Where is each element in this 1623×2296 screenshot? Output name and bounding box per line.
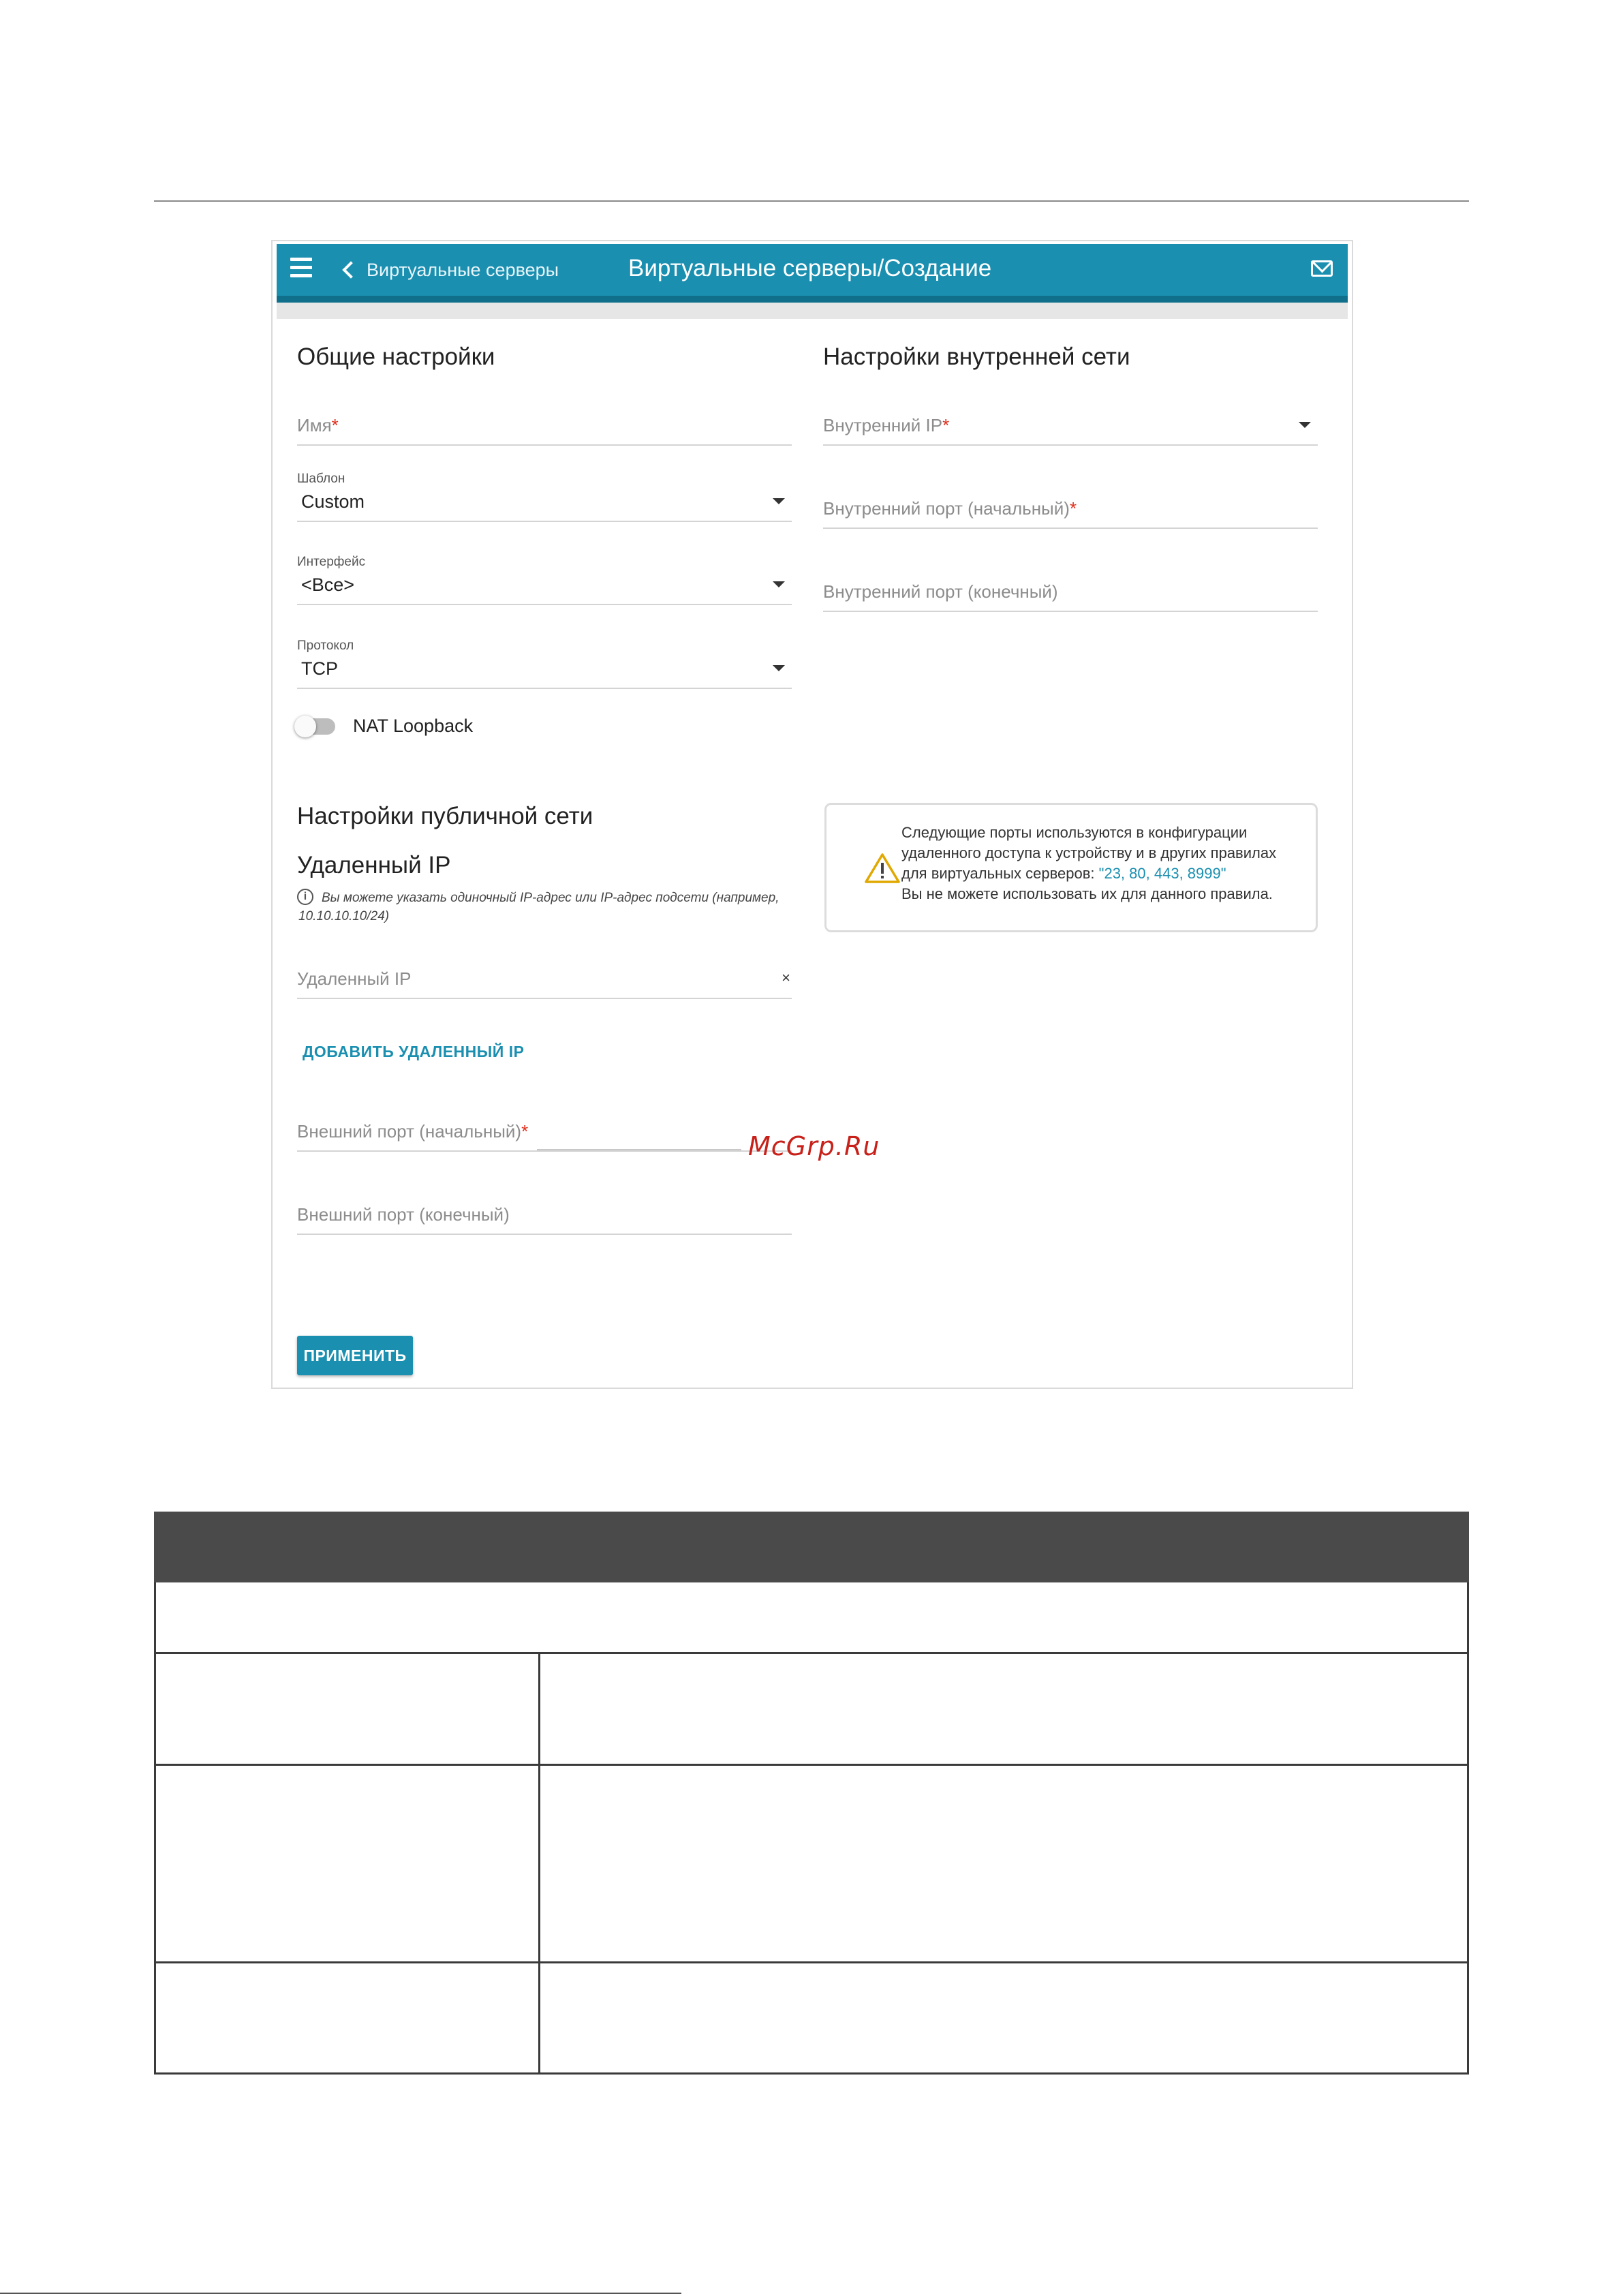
internal-port-start-placeholder: Внутренний порт (начальный) bbox=[823, 498, 1070, 519]
warning-icon bbox=[865, 853, 900, 884]
nat-loopback-label: NAT Loopback bbox=[353, 716, 474, 736]
internal-ip-placeholder: Внутренний IP bbox=[823, 415, 943, 435]
nat-loopback-toggle[interactable] bbox=[297, 718, 335, 735]
warning-line4: Вы не можете использовать их для данного правила. bbox=[901, 885, 1273, 902]
mail-icon[interactable] bbox=[1311, 260, 1333, 277]
internal-port-start-field[interactable] bbox=[823, 484, 1318, 529]
caret-down-icon bbox=[773, 665, 785, 671]
external-port-end-placeholder: Внешний порт (конечный) bbox=[297, 1204, 510, 1225]
page-title: Виртуальные серверы/Создание bbox=[628, 255, 992, 281]
back-link-label: Виртуальные серверы bbox=[367, 259, 559, 280]
interface-value: <Все> bbox=[301, 575, 355, 595]
add-remote-ip-button[interactable]: ДОБАВИТЬ УДАЛЕННЫЙ IP bbox=[303, 1043, 525, 1060]
interface-select[interactable] bbox=[297, 570, 792, 605]
table-column-divider bbox=[538, 1652, 540, 2075]
internal-settings-title: Настройки внутренней сети bbox=[823, 343, 1130, 370]
parameters-table bbox=[154, 1512, 1469, 2075]
virtual-server-create-screenshot bbox=[271, 240, 1353, 1389]
protocol-select[interactable] bbox=[297, 654, 792, 689]
toggle-knob bbox=[294, 716, 316, 737]
chevron-left-icon bbox=[342, 261, 359, 278]
hamburger-menu-icon[interactable] bbox=[290, 258, 312, 281]
page-top-rule bbox=[154, 200, 1469, 202]
protocol-value: TCP bbox=[301, 658, 338, 679]
public-settings-title: Настройки публичной сети bbox=[297, 803, 593, 829]
internal-port-end-placeholder: Внутренний порт (конечный) bbox=[823, 581, 1058, 602]
clear-icon[interactable]: × bbox=[782, 969, 790, 986]
app-header bbox=[277, 244, 1348, 296]
table-body bbox=[154, 1582, 1469, 2075]
external-port-start-field[interactable] bbox=[297, 1107, 792, 1152]
watermark: McGrp.Ru bbox=[748, 1131, 880, 1161]
reserved-ports-list: "23, 80, 443, 8999" bbox=[1098, 865, 1226, 882]
table-header bbox=[154, 1512, 1469, 1582]
required-mark: * bbox=[1069, 498, 1077, 519]
caret-down-icon bbox=[773, 581, 785, 587]
watermark-line bbox=[537, 1149, 741, 1150]
interface-label: Интерфейс bbox=[297, 555, 366, 569]
template-value: Custom bbox=[301, 491, 365, 512]
header-shadow bbox=[277, 296, 1348, 303]
caret-down-icon bbox=[773, 498, 785, 504]
page-bottom-rule bbox=[0, 2293, 681, 2294]
back-link-virtual-servers[interactable] bbox=[341, 256, 559, 284]
internal-ip-select[interactable] bbox=[823, 401, 1318, 446]
external-port-start-placeholder: Внешний порт (начальный) bbox=[297, 1121, 522, 1142]
remote-ip-hint-line1: Вы можете указать одиночный IP-адрес или IP-адрес подсети (например, bbox=[322, 891, 779, 905]
remote-ip-placeholder: Удаленный IP bbox=[297, 968, 412, 989]
table-row-divider bbox=[154, 1764, 1469, 1766]
warning-text bbox=[901, 823, 1303, 904]
reserved-ports-warning bbox=[824, 803, 1318, 932]
table-row-divider bbox=[154, 1961, 1469, 1963]
protocol-label: Протокол bbox=[297, 639, 354, 653]
template-label: Шаблон bbox=[297, 472, 345, 486]
warning-line1: Следующие порты используются в конфигурации bbox=[901, 824, 1248, 841]
required-mark: * bbox=[942, 415, 950, 435]
remote-ip-title: Удаленный IP bbox=[297, 852, 451, 878]
warning-line2: удаленного доступа к устройству и в других правилах bbox=[901, 844, 1277, 861]
external-port-end-field[interactable] bbox=[297, 1190, 792, 1235]
caret-down-icon bbox=[1299, 422, 1311, 428]
name-placeholder: Имя bbox=[297, 415, 332, 435]
remote-ip-field[interactable] bbox=[297, 954, 792, 999]
apply-button[interactable]: ПРИМЕНИТЬ bbox=[297, 1336, 413, 1375]
required-mark: * bbox=[331, 415, 339, 435]
warning-line3: для виртуальных серверов: bbox=[901, 865, 1099, 882]
general-settings-title: Общие настройки bbox=[297, 343, 495, 370]
remote-ip-hint-line2: 10.10.10.10/24) bbox=[298, 909, 390, 923]
header-subbar bbox=[277, 303, 1348, 319]
required-mark: * bbox=[521, 1121, 529, 1142]
name-field[interactable] bbox=[297, 401, 792, 446]
table-row-divider bbox=[154, 1652, 1469, 1654]
template-select[interactable] bbox=[297, 487, 792, 522]
info-icon: i bbox=[297, 889, 313, 905]
internal-port-end-field[interactable] bbox=[823, 567, 1318, 612]
